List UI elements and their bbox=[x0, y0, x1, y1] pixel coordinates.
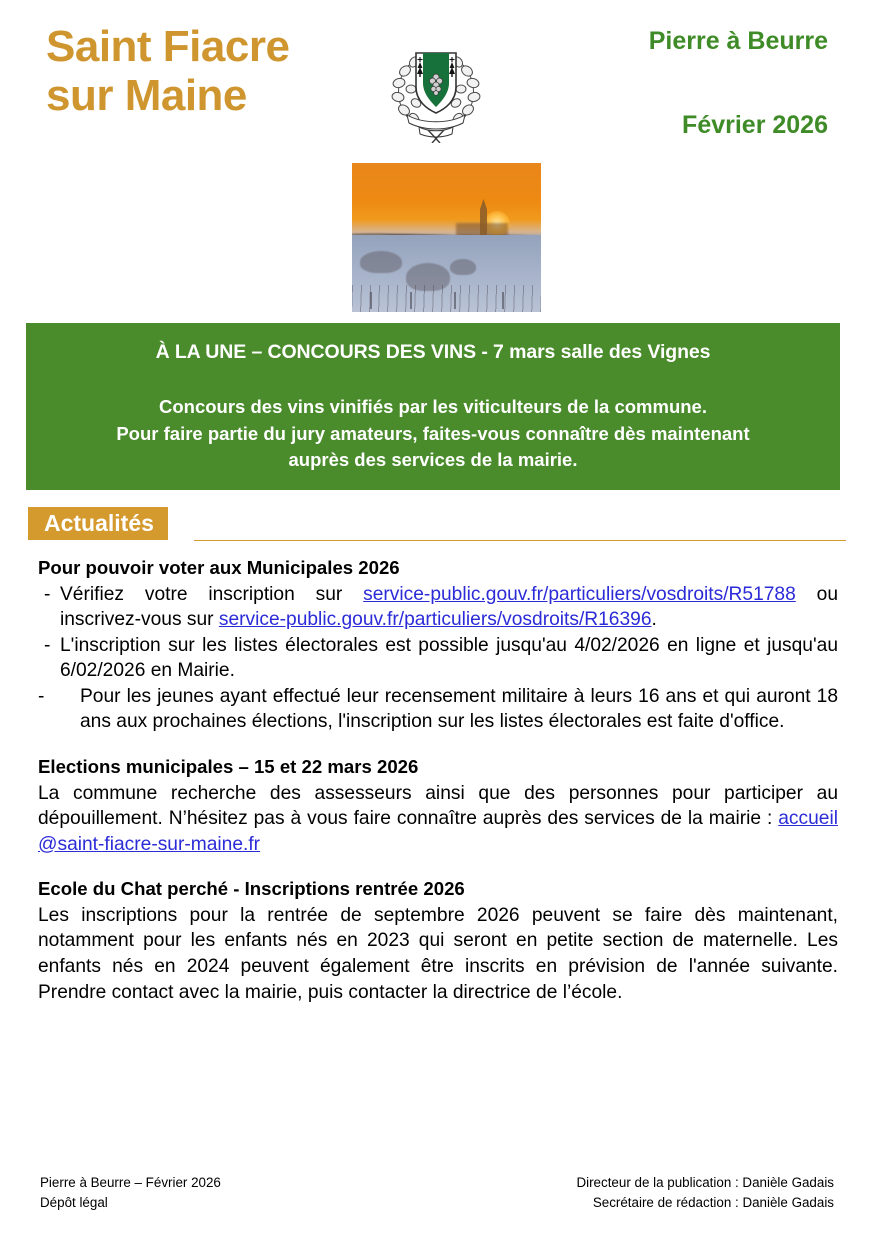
list-item bbox=[38, 582, 838, 633]
elections-body-text: La commune recherche des assesseurs ainsi que des personnes pour participer au dépouillement. N’hésitez pas à vous faire connaître auprès des services de la mairie : bbox=[38, 782, 838, 830]
commune-name-line2: sur Maine bbox=[46, 71, 247, 121]
bullet-dash: - bbox=[44, 634, 51, 656]
vine-post bbox=[370, 292, 372, 309]
list-item bbox=[38, 633, 838, 684]
church-steeple-silhouette bbox=[480, 199, 487, 235]
vine-post bbox=[410, 292, 412, 309]
banner-body-line3: auprès des services de la mairie. bbox=[288, 448, 578, 470]
article-body: Les inscriptions pour la rentrée de septembre 2026 peuvent se faire dès maintenant, notamment pour les enfants nés en 2023 qui seront en petite section de maternelle. Les enfants nés en 2024 peuvent également être inscrits en prévision de l'année suivante. Prendre contact avec la mairie, puis contacter la directrice de l’école. bbox=[38, 904, 838, 1003]
newsletter-footer bbox=[40, 1173, 834, 1213]
vineyard-rows bbox=[352, 285, 541, 312]
featured-banner bbox=[26, 323, 840, 490]
section-label: Actualités bbox=[28, 507, 168, 540]
footer-right bbox=[576, 1173, 834, 1213]
banner-body-line1: Concours des vins vinifiés par les viticulteurs de la commune. bbox=[159, 396, 707, 418]
banner-body-line2: Pour faire partie du jury amateurs, faites-vous connaître dès maintenant bbox=[116, 422, 750, 444]
bullet1-post: . bbox=[651, 609, 657, 631]
issue-date: Février 2026 bbox=[682, 111, 828, 139]
footer-publication-director: Directeur de la publication : Danièle Gadais bbox=[576, 1174, 834, 1190]
newsletter-body bbox=[38, 556, 838, 1005]
publication-info bbox=[498, 26, 828, 140]
vine-post bbox=[502, 292, 504, 309]
footer-editorial-secretary: Secrétaire de rédaction : Danièle Gadais bbox=[592, 1194, 834, 1210]
bullet1-mid: ou inscrivez-vous sur bbox=[60, 583, 838, 631]
newsletter-header bbox=[0, 0, 874, 155]
banner-headline: À LA UNE – CONCOURS DES VINS - 7 mars salle des Vignes bbox=[155, 341, 711, 363]
bullet3-text: Pour les jeunes ayant effectué leur recensement militaire à leurs 16 ans et qui auront 18 ans aux prochaines élections, l'inscription sur les listes électorales est faite d'office. bbox=[80, 685, 838, 733]
winter-sunrise-village-photo bbox=[352, 163, 541, 312]
list-item bbox=[38, 684, 838, 735]
bullet-dash: - bbox=[44, 583, 51, 605]
article-elections-municipales bbox=[38, 755, 838, 857]
bullet-dash: - bbox=[38, 685, 45, 707]
banner-body bbox=[44, 394, 822, 473]
article-body bbox=[38, 781, 838, 858]
article-voter-municipales bbox=[38, 556, 838, 735]
section-divider bbox=[194, 540, 846, 541]
commune-name bbox=[46, 22, 376, 121]
bush-shape bbox=[360, 251, 402, 273]
bullet2-text: L'inscription sur les listes électorales est possible jusqu'au 4/02/2026 en ligne et jusqu'au 6/02/2026 en Mairie. bbox=[60, 634, 838, 682]
article-ecole-chat-perche bbox=[38, 877, 838, 1005]
voter-bullet-list bbox=[38, 582, 838, 735]
article-title: Elections municipales – 15 et 22 mars 2026 bbox=[38, 755, 419, 777]
link-mairie-email[interactable]: accueil@saint-fiacre-sur-maine.fr bbox=[38, 808, 838, 855]
link-service-public-r16396[interactable]: service-public.gouv.fr/particuliers/vosdroits/R16396 bbox=[218, 609, 652, 631]
footer-legal-deposit: Dépôt légal bbox=[40, 1194, 108, 1210]
publication-name: Pierre à Beurre bbox=[648, 27, 828, 55]
vine-post bbox=[454, 292, 456, 309]
commune-name-line1: Saint Fiacre bbox=[46, 22, 290, 71]
footer-left bbox=[40, 1173, 221, 1213]
bush-shape bbox=[450, 259, 476, 275]
header-photo bbox=[352, 163, 541, 312]
footer-publication-issue: Pierre à Beurre – Février 2026 bbox=[40, 1174, 221, 1190]
coat-of-arms-icon bbox=[383, 31, 489, 143]
article-title: Ecole du Chat perché - Inscriptions rentrée 2026 bbox=[38, 878, 465, 900]
article-title: Pour pouvoir voter aux Municipales 2026 bbox=[38, 557, 400, 578]
section-heading-actualites bbox=[28, 507, 846, 543]
link-service-public-r51788[interactable]: service-public.gouv.fr/particuliers/vosdroits/R51788 bbox=[363, 583, 796, 605]
bullet1-pre: Vérifiez votre inscription sur bbox=[60, 583, 364, 605]
